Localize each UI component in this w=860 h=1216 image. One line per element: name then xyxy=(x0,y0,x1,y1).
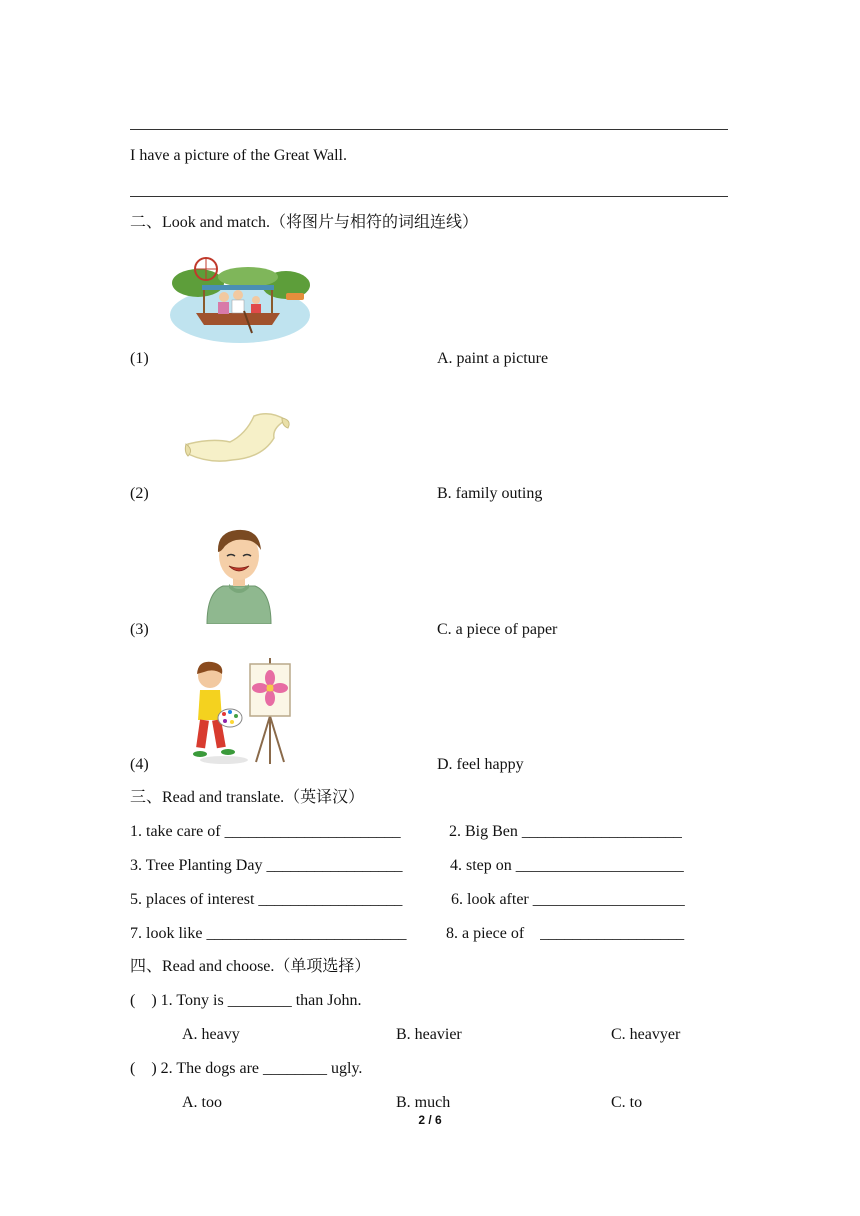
section3-heading: 三、Read and translate.（英译汉） xyxy=(130,789,365,806)
question-1-option-a: A. heavy xyxy=(182,1026,240,1043)
question-1-stem: ( ) 1. Tony is ________ than John. xyxy=(130,992,362,1009)
translate-item-4: 4. step on _____________________ xyxy=(450,857,684,874)
translate-item-5: 5. places of interest __________________ xyxy=(130,891,403,908)
translate-item-7: 7. look like _________________________ xyxy=(130,925,407,942)
match-number-3: (3) xyxy=(130,621,149,638)
match-option-d: D. feel happy xyxy=(437,756,524,773)
translate-item-8: 8. a piece of __________________ xyxy=(446,925,685,942)
page-number: 2 / 6 xyxy=(418,1113,442,1127)
translate-item-6: 6. look after ___________________ xyxy=(451,891,685,908)
question-2-option-a: A. too xyxy=(182,1094,222,1111)
match-option-b: B. family outing xyxy=(437,485,543,502)
boat-family-outing-picture xyxy=(168,255,313,345)
answer-line-1 xyxy=(130,129,728,130)
translate-item-1: 1. take care of ______________________ xyxy=(130,823,401,840)
top-sentence: I have a picture of the Great Wall. xyxy=(130,147,347,164)
question-2-stem: ( ) 2. The dogs are ________ ugly. xyxy=(130,1060,363,1077)
question-2-option-b: B. much xyxy=(396,1094,451,1111)
boy-painting-easel-picture xyxy=(186,656,294,766)
match-number-2: (2) xyxy=(130,485,149,502)
answer-line-2 xyxy=(130,196,728,197)
question-2-option-c: C. to xyxy=(611,1094,643,1111)
translate-item-3: 3. Tree Planting Day _________________ xyxy=(130,857,403,874)
smiling-boy-picture xyxy=(203,526,275,624)
match-number-1: (1) xyxy=(130,350,149,367)
question-1-option-b: B. heavier xyxy=(396,1026,462,1043)
match-option-a: A. paint a picture xyxy=(437,350,549,367)
section2-heading: 二、Look and match.（将图片与相符的词组连线） xyxy=(130,214,478,231)
section4-heading: 四、Read and choose.（单项选择） xyxy=(130,958,371,975)
translate-item-2: 2. Big Ben ____________________ xyxy=(449,823,682,840)
question-1-option-c: C. heavyer xyxy=(611,1026,681,1043)
match-option-c: C. a piece of paper xyxy=(437,621,558,638)
paper-scroll-picture xyxy=(182,408,294,466)
match-number-4: (4) xyxy=(130,756,149,773)
